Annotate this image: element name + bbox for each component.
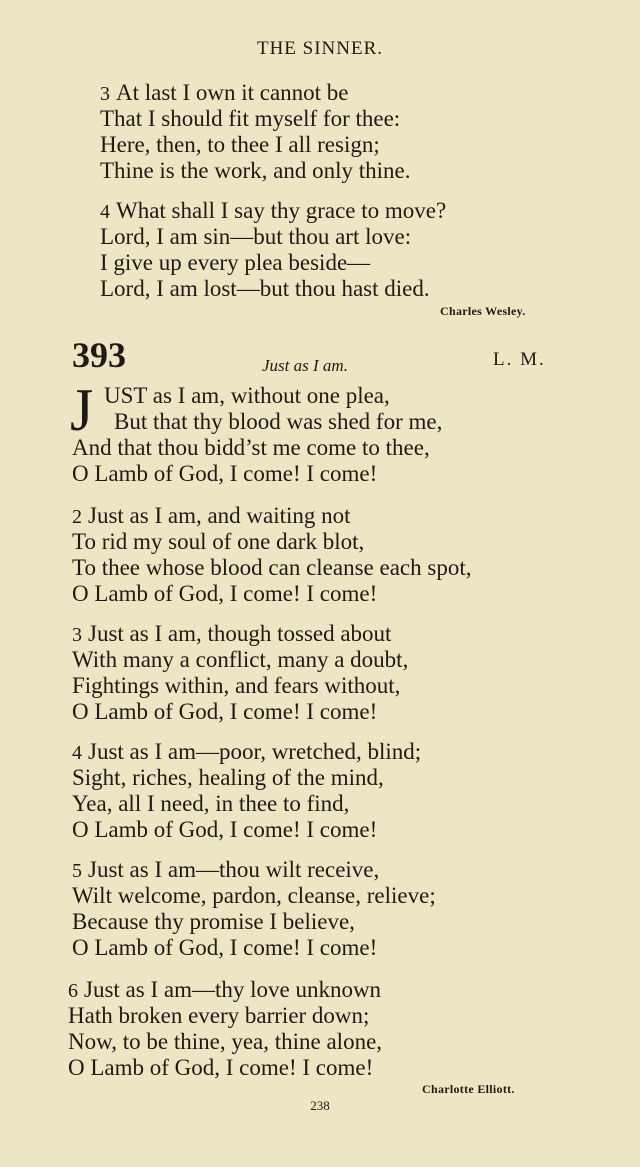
page-number: 238 [310, 1098, 330, 1113]
stanza-line: To rid my soul of one dark blot, [72, 529, 365, 554]
hymn-author: Charlotte Elliott. [422, 1082, 515, 1096]
stanza-line: Wilt welcome, pardon, cleanse, relieve; [72, 883, 436, 908]
hymn-title: Just as I am. [262, 356, 348, 375]
hymn-number: 393 [72, 335, 126, 375]
drop-cap: J [70, 377, 94, 443]
stanza-number: 5 [72, 860, 82, 882]
stanza-number: 3 [100, 83, 110, 105]
stanza-line: Sight, riches, healing of the mind, [72, 765, 384, 790]
stanza-line: 4 What shall I say thy grace to move? [100, 198, 447, 223]
stanza-line: And that thou bidd’st me come to thee, [72, 435, 430, 460]
stanza-line: O Lamb of God, I come! I come! [72, 817, 378, 842]
stanza-line: 3 At last I own it cannot be [100, 80, 349, 105]
stanza-line: O Lamb of God, I come! I come! [72, 461, 378, 486]
stanza-line: Lord, I am sin—but thou art love: [100, 224, 412, 249]
stanza-line: 5 Just as I am—thou wilt receive, [72, 857, 380, 882]
stanza-number: 3 [72, 624, 82, 646]
stanza-number: 2 [72, 506, 82, 528]
prev-hymn-author: Charles Wesley. [440, 304, 526, 318]
running-head: THE SINNER. [256, 38, 384, 59]
stanza-number: 6 [68, 980, 78, 1002]
stanza-line: Thine is the work, and only thine. [100, 158, 411, 183]
stanza-line: To thee whose blood can cleanse each spot, [72, 555, 472, 580]
stanza-line: Hath broken every barrier down; [68, 1003, 370, 1028]
stanza-line: 6 Just as I am—thy love unknown [68, 977, 382, 1002]
stanza-line: O Lamb of God, I come! I come! [72, 935, 378, 960]
stanza-line: Lord, I am lost—but thou hast died. [100, 276, 430, 301]
stanza-line: That I should fit myself for thee: [100, 106, 401, 131]
hymn-meter: L. M. [493, 349, 546, 370]
stanza-line: Now, to be thine, yea, thine alone, [68, 1029, 383, 1054]
stanza-line: 2 Just as I am, and waiting not [72, 503, 351, 528]
stanza-line: I give up every plea beside— [100, 250, 371, 275]
stanza-line: O Lamb of God, I come! I come! [72, 699, 378, 724]
stanza-line: O Lamb of God, I come! I come! [72, 581, 378, 606]
stanza-line: Here, then, to thee I all resign; [100, 132, 380, 157]
stanza-line: But that thy blood was shed for me, [114, 409, 443, 434]
stanza-line: Fightings within, and fears without, [72, 673, 401, 698]
stanza-line: With many a conflict, many a doubt, [72, 647, 409, 672]
stanza-line: Because thy promise I believe, [72, 909, 355, 934]
stanza-line: UST as I am, without one plea, [104, 383, 390, 408]
stanza-line: Yea, all I need, in thee to find, [72, 791, 350, 816]
stanza-line: 3 Just as I am, though tossed about [72, 621, 392, 646]
stanza-line: O Lamb of God, I come! I come! [68, 1055, 374, 1080]
stanza-number: 4 [72, 742, 82, 764]
stanza-number: 4 [100, 201, 110, 223]
stanza-line: 4 Just as I am—poor, wretched, blind; [72, 739, 422, 764]
